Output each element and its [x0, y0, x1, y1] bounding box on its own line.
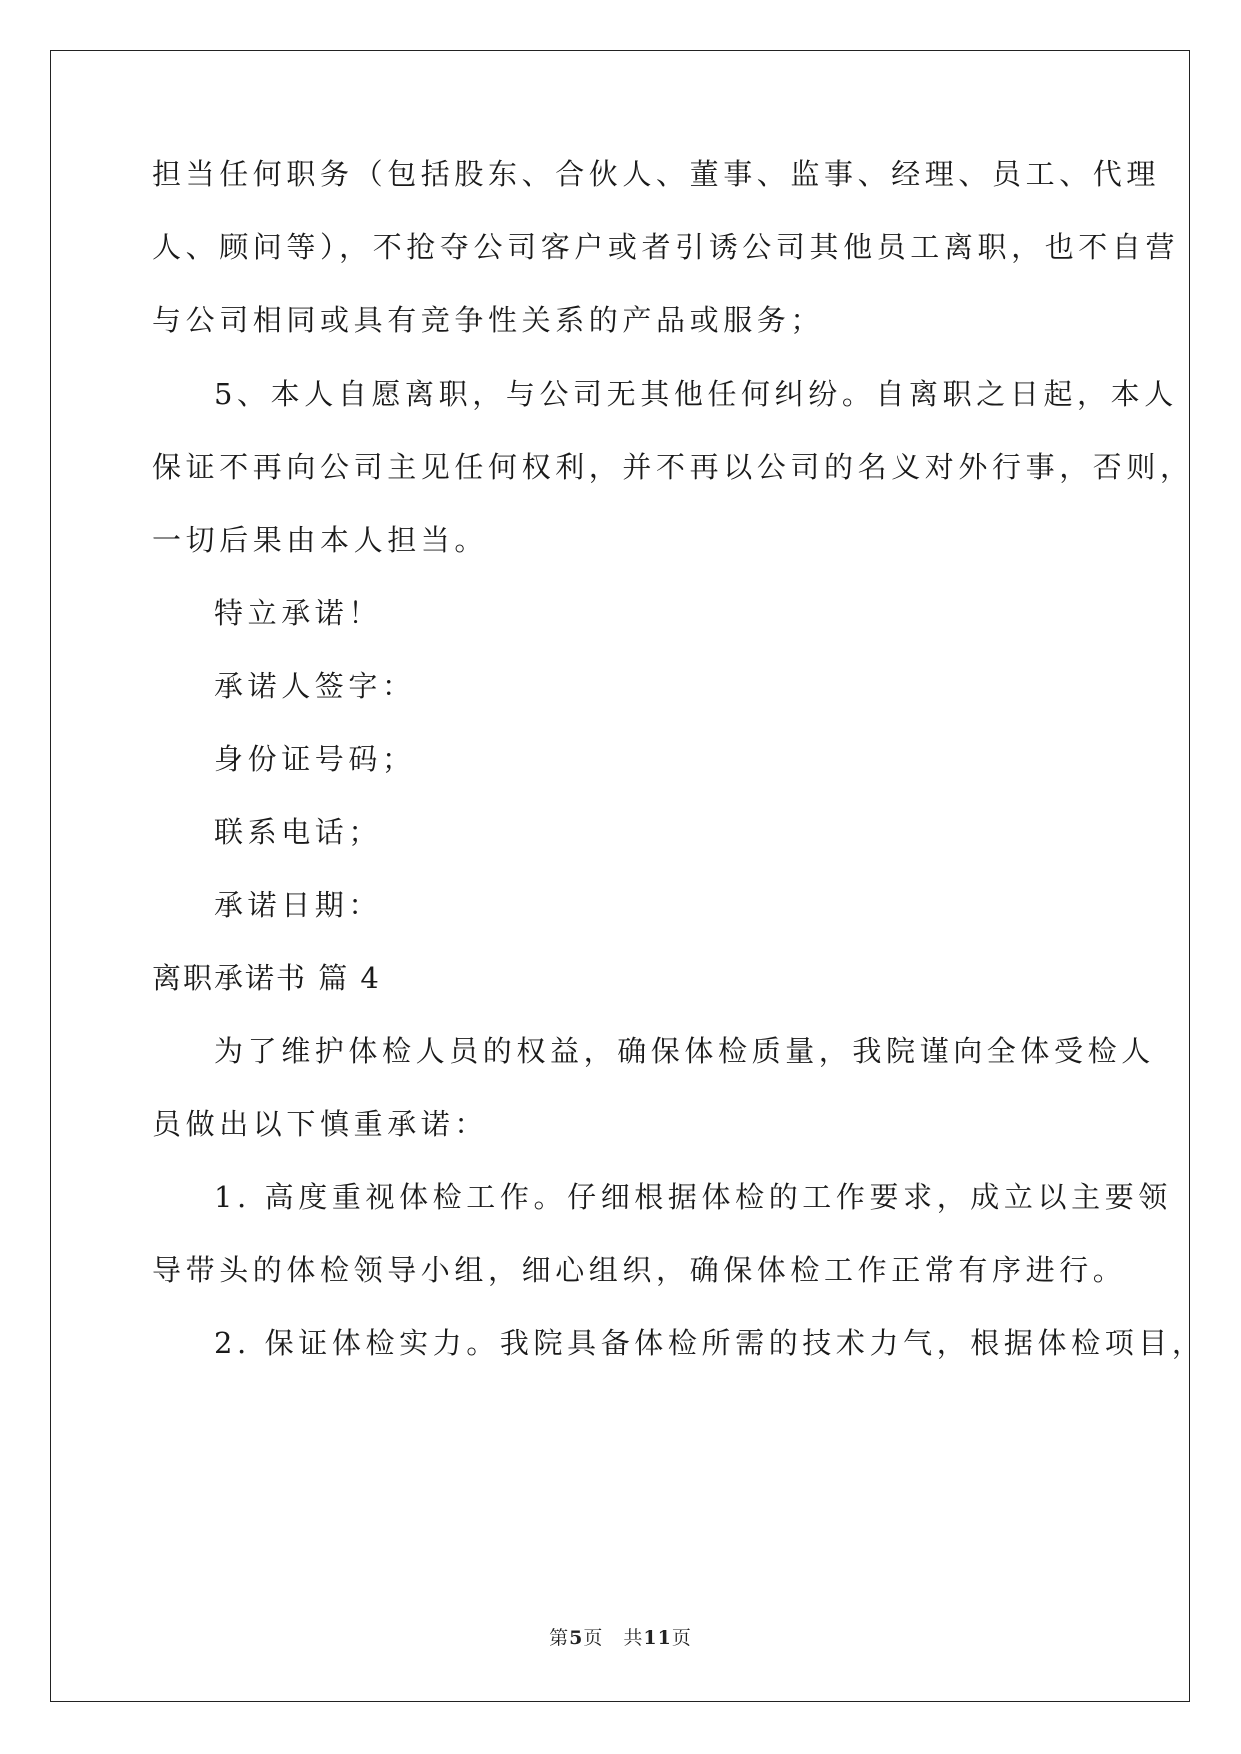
paragraph-line: 为了维护体检人员的权益，确保体检质量，我院谨向全体受检人 [214, 1034, 1155, 1068]
paragraph-line: 一切后果由本人担当。 [152, 523, 489, 557]
page-footer [0, 1623, 1241, 1650]
current-page-number: 5 [569, 1627, 584, 1649]
signature-label: 承诺人签字： [214, 669, 416, 703]
page-border [50, 50, 1190, 1702]
paragraph-line: 1. 高度重视体检工作。仔细根据体检的工作要求，成立以主要领 [214, 1180, 1172, 1214]
footer-mid: 页 共 [583, 1627, 644, 1649]
id-number-label: 身份证号码； [214, 742, 416, 776]
paragraph-line: 2. 保证体检实力。我院具备体检所需的技术力气，根据体检项目， [214, 1326, 1206, 1360]
paragraph-line: 保证不再向公司主见任何权利，并不再以公司的名义对外行事，否则， [152, 450, 1194, 484]
paragraph-line: 担当任何职务（包括股东、合伙人、董事、监事、经理、员工、代理 [152, 157, 1161, 191]
footer-suffix: 页 [671, 1627, 692, 1649]
paragraph-line: 5、本人自愿离职，与公司无其他任何纠纷。自离职之日起，本人 [214, 377, 1178, 411]
date-label: 承诺日期： [214, 888, 383, 922]
paragraph-line: 人、顾问等），不抢夺公司客户或者引诱公司其他员工离职，也不自营 [152, 230, 1180, 264]
paragraph-line: 特立承诺！ [214, 596, 383, 630]
section-heading: 离职承诺书 篇 4 [152, 961, 381, 995]
paragraph-line: 与公司相同或具有竞争性关系的产品或服务； [152, 303, 825, 337]
total-page-number: 11 [643, 1627, 672, 1649]
paragraph-line: 员做出以下慎重承诺： [152, 1107, 489, 1141]
footer-prefix: 第 [549, 1627, 570, 1649]
paragraph-line: 导带头的体检领导小组，细心组织，确保体检工作正常有序进行。 [152, 1253, 1127, 1287]
phone-label: 联系电话； [214, 815, 383, 849]
